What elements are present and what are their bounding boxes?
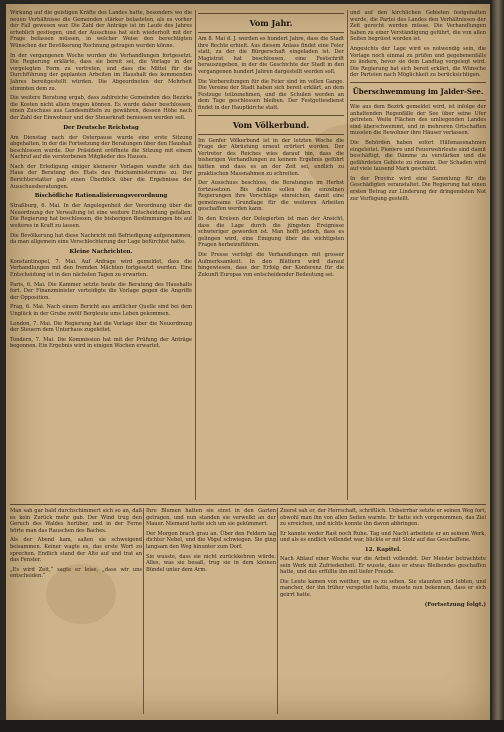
story-paragraph: Zuerst sah er, der Herrschaft, schriftlich. Unbeirrbar setzte er seinen Weg fort, obwohl man ihn von allen Seiten warnte. Er hatte sich vorgenommen, das Ziel zu erreichen, und nichts konnte ihn davon abbringen. xyxy=(280,508,486,528)
article-paragraph: Der Ausschuss beschloss, die Beratungen im Herbst fortzusetzen. Bis dahin sollen die einzelnen Regierungen ihre Vorschläge einreichen, damit eine gemeinsame Grundlage für die weiteren Arbeiten geschaffen werden kann. xyxy=(198,180,344,213)
column-divider xyxy=(195,10,196,500)
story-column-2 xyxy=(146,508,276,714)
article-paragraph: In der vergangenen Woche wurden die Verhandlungen fortgesetzt. Die Regierung erklärte, dass sie bereit sei, die Vorlage in der vorgelegten Form zu vertreten, und dass die Mittel für die Durchführung der geplanten Arbeiten im Haushalt des kommenden Jahres bereitgestellt würden. Die Abgeordneten der Mehrheit stimmten dem zu. xyxy=(10,52,192,92)
column-divider xyxy=(347,10,348,500)
column-right xyxy=(350,10,486,500)
news-item: Tondern, 7. Mai. Die Kommission hat mit der Prüfung der Anträge begonnen. Ein Ergebnis wird in einigen Wochen erwartet. xyxy=(10,336,192,350)
story-column-1 xyxy=(10,508,142,714)
continuation-note: (Fortsetzung folgt.) xyxy=(424,601,486,608)
story-paragraph: „Es wird Zeit,“ sagte er leise, „dass wir uns entscheiden.“ xyxy=(10,566,142,580)
article-headline: Vom Völkerbund. xyxy=(232,119,310,130)
story-paragraph: Der Morgen brach grau an. Über den Feldern lag dichter Nebel, und die Vögel schwiegen. Sie ging langsam den Weg hinunter zum Dorf. xyxy=(146,530,276,550)
article-paragraph: In der Provinz wird eine Sammlung für die Geschädigten veranstaltet. Die Regierung hat einen ersten Betrag zur Linderung der dringendsten Not zur Verfügung gestellt. xyxy=(350,175,486,202)
article-paragraph: Die Behörden haben sofort Hilfsmassnahmen eingeleitet. Pioniere und Feuerwehrleute sind damit beschäftigt, die Dämme zu verstärken und die gefährdeten Gebiete zu räumen. Der Schaden wird auf viele tausend Mark geschätzt. xyxy=(350,139,486,173)
story-paragraph: Sie wusste, dass sie nicht zurückkehren würde. Alles, was sie besaß, trug sie in dem kleinen Bündel unter dem Arm. xyxy=(146,553,276,573)
column-middle xyxy=(198,10,344,500)
article-paragraph: Wie aus dem Bezirk gemeldet wird, ist infolge der anhaltenden Regenfälle der See über seine Ufer getreten. Weite Flächen des umliegenden Landes sind überschwemmt, und in mehreren Ortschaften mussten die Bewohner ihre Häuser verlassen. xyxy=(350,103,486,137)
story-paragraph: Ihre Blumen hatten sie einst in den Garten getragen, und nun standen sie verwelkt an der Mauer. Niemand hatte sich um sie gekümmert. xyxy=(146,508,276,528)
section-heading: Der Deutsche Reichstag xyxy=(63,124,139,131)
article-paragraph: Angesichts der Lage wird es notwendig sein, die Vorlage noch einmal zu prüfen und gegebenenfalls zu ändern, bevor sie dem Landtag vorgelegt wird. Die Regierung hat sich bereit erklärt, die Wünsche der Parteien nach Möglichkeit zu berücksichtigen. xyxy=(350,45,486,79)
article-paragraph: Die Bevölkerung hat diese Nachricht mit Befriedigung aufgenommen, da man allgemein eine Verschlechterung der Lage befürchtet hatte. xyxy=(10,232,192,246)
article-paragraph: Straßburg, 6. Mai. In der Angelegenheit der Verordnung über die Neuordnung der Verwaltung ist eine weitere Entscheidung gefallen. Die Regierung hat beschlossen, die bisherigen Bestimmungen bis auf weiteres in Kraft zu lassen. xyxy=(10,203,192,230)
article-paragraph: Im Genfer Völkerbund ist in der letzten Woche die Frage der Abrüstung erneut erörtert worden. Der Vertreter des Reiches wies darauf hin, dass die bisherigen Verhandlungen zu keinem Ergebnis geführt hätten und dass es an der Zeit sei, endlich zu praktischen Massnahmen zu schreiten. xyxy=(198,137,344,177)
news-item: Konstantinopel, 7. Mai. Auf Anfrage wird gemeldet, dass die Verhandlungen mit den fremden Mächten fortgesetzt werden. Eine Entscheidung ist in den nächsten Tagen zu erwarten. xyxy=(10,258,192,278)
article-paragraph: Die Vorbereitungen für die Feier sind im vollen Gange. Die Vereine der Stadt haben sich bereit erklärt, an dem Festzuge teilzunehmen, und die Schulen werden an dem Tage geschlossen bleiben. Der Festgottesdienst findet in der Hauptkirche statt. xyxy=(198,78,344,111)
article-paragraph: Die Presse verfolgt die Verhandlungen mit grosser Aufmerksamkeit. In den Blättern wird darauf hingewiesen, dass der Erfolg der Konferenz für die Zukunft Europas von entscheidender Bedeutung sei. xyxy=(198,252,344,278)
column-left xyxy=(10,10,192,500)
section-heading: Bischöfliche Rationalisierungsverordnung xyxy=(34,193,168,200)
story-paragraph: Als der Abend kam, saßen sie schweigend beisammen. Keiner wagte es, das erste Wort zu sprechen. Endlich stand der Alte auf und trat an das Fenster. xyxy=(10,537,142,564)
story-column-3 xyxy=(280,508,486,714)
article-headline: Überschwemmung im Jalder-See. xyxy=(352,86,484,96)
news-item: London, 7. Mai. Die Regierung hat die Vorlage über die Neuordnung der Steuern dem Unterhaus zugeleitet. xyxy=(10,320,192,334)
story-paragraph: Er kannte weder Rast noch Ruhe. Tag und Nacht arbeitete er an seinem Werk, und als es endlich vollendet war, blickte er mit Stolz auf das Geschaffene. xyxy=(280,530,486,544)
section-divider xyxy=(10,504,486,505)
newspaper-page xyxy=(6,4,490,720)
article-paragraph: Am 8. Mai d. J. werden es hundert Jahre, dass die Stadt ihre Rechte erhielt. Aus diesem Anlass findet eine Feier statt, zu der die Bürgerschaft eingeladen ist. Der Magistrat hat beschlossen, eine Festschrift herauszugeben, in der die Geschichte der Stadt in den vergangenen hundert Jahren dargestellt werden soll. xyxy=(198,36,344,75)
book-binding xyxy=(492,0,504,732)
chapter-heading: 12. Kapitel. xyxy=(364,546,402,553)
story-paragraph: Man sah gar bald durchschimmert sich so an, daß es kein Zurück mehr gab. Der Wind trug den Geruch des Waldes herüber, und in der Ferne hörte man das Rauschen des Baches. xyxy=(10,508,142,534)
news-item: Paris, 6. Mai. Die Kammer setzte heute die Beratung des Haushalts fort. Der Finanzminister verteidigte die Vorlage gegen die Angriffe der Opposition. xyxy=(10,281,192,301)
article-paragraph: Am Dienstag nach der Osterpause wurde eine erste Sitzung abgehalten, in der die Fortsetzung der Beratungen über den Haushalt beschlossen wurde. Der Präsident eröffnete die Sitzung mit einem Nachruf auf die verstorbenen Mitglieder des Hauses. xyxy=(10,134,192,161)
section-heading: Kleine Nachrichten. xyxy=(69,248,133,255)
news-item: Prag, 6. Mai. Nach einem Bericht aus amtlicher Quelle sind bei dem Unglück in der Grube zwölf Bergleute ums Leben gekommen. xyxy=(10,304,192,317)
story-paragraph: Die Leute kamen von weither, um es zu sehen. Sie staunten und lobten, und mancher, der ihn früher verspottet hatte, musste nun bekennen, dass er sich geirrt hatte. xyxy=(280,578,486,598)
story-paragraph: Nach Ablauf einer Woche war die Arbeit vollendet. Der Meister betrachtete sein Werk mit Zufriedenheit. Er wusste, dass er etwas Bleibendes geschaffen hatte, und das erfüllte ihn mit tiefer Freude. xyxy=(280,555,486,576)
article-paragraph: Nach der Erledigung einiger kleinerer Vorlagen wandte sich das Haus der Beratung des Etats des Reichsministeriums zu. Der Berichterstatter gab einen Überblick über die Ergebnisse der Ausschussberatungen. xyxy=(10,163,192,190)
article-paragraph: Die weitere Beratung ergab, dass zahlreiche Gemeinden des Bezirks die Kosten nicht allein tragen können. Es wurde daher beschlossen, einen Zuschuss aus Landesmitteln zu gewähren, dessen Höhe nach der Zahl der Einwohner und der Steuerkraft bemessen werden soll. xyxy=(10,95,192,121)
article-paragraph: In den Kreisen der Delegierten ist man der Ansicht, dass die Lage durch die jüngsten Ereignisse schwieriger geworden ist. Man hofft jedoch, dass es gelingen wird, eine Einigung über die wichtigsten Fragen herbeizuführen. xyxy=(198,216,344,249)
scan-edge xyxy=(0,720,504,732)
article-headline: Vom Jahr. xyxy=(249,18,293,28)
article-paragraph: und auf den kirchlichen Gebieten festgehalten wurde, die Partei des Landes den Verhältnissen der Zeit gerecht werden müsse. Die Verhandlungen haben zu einer Verständigung geführt, die von allen Seiten begrüsst worden ist. xyxy=(350,10,486,43)
column-divider xyxy=(143,508,144,714)
article-paragraph: Wirkung auf die geistigen Kräfte des Landes hatte, besonders wo die neuen Verhältnisse die Gemeinden stärker belasteten, als es vorher der Fall gewesen war. Die Zahl der Anträge ist im Laufe des Jahres erheblich gestiegen, und der Ausschuss hat sich wiederholt mit der Frage befassen müssen, in welcher Weise den berechtigten Wünschen der Bevölkerung Rechnung getragen werden könne. xyxy=(10,10,192,49)
column-divider xyxy=(277,508,278,714)
